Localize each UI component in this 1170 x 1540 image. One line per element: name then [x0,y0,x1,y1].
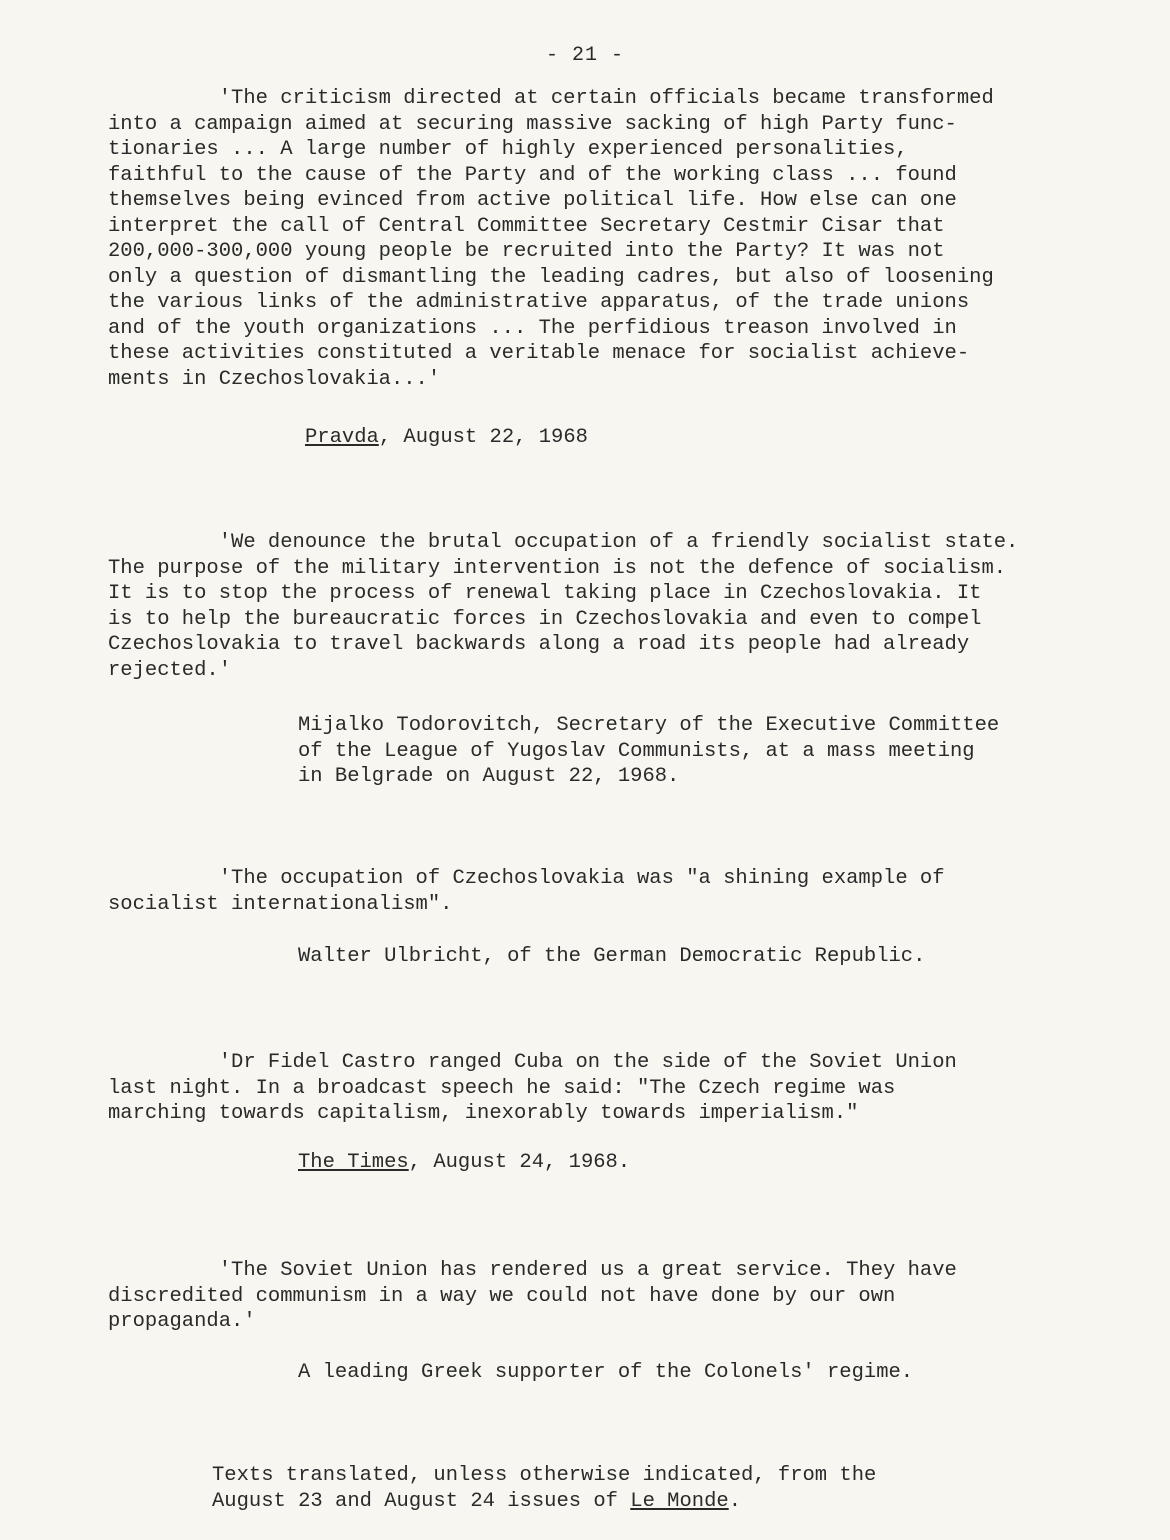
quote-pravda: 'The criticism directed at certain officials became transformed into a campaign aimed at securing massive sacking of high Party func- tionaries ... A large number of highly experienced personalities, faithful to the cause of the Party and of the working class ... found themselves being evinced from active political life. How else can one interpret the call of Central Committee Secretary Cestmir Cisar that 200,000-300,000 young people be recruited into the Party? It was not only a question of dismantling the leading cadres, but also of loosening the various links of the administrative apparatus, of the trade unions and of the youth organizations ... The perfidious treason involved in these activities constituted a veritable menace for socialist achieve- ments in Czechoslovakia...' [108,87,994,391]
translation-note-line2-prefix: August 23 and August 24 issues of [212,1489,631,1513]
translation-note-line2-suffix: . [728,1489,742,1513]
attribution-greek-supporter: A leading Greek supporter of the Colonels' regime. [298,1361,914,1384]
source-title: The Times [298,1151,409,1174]
source-title: Pravda [305,426,379,449]
translation-note-line1: Texts translated, unless otherwise indicated, from the [212,1464,877,1487]
page-number: - 21 - [545,44,624,67]
source-times [298,1150,630,1176]
quote-ulbricht: 'The occupation of Czechoslovakia was "a shining example of socialist internationalism". [108,867,945,916]
quote-greek-supporter: 'The Soviet Union has rendered us a great service. They have discredited communism in a way we could not have done by our own propaganda.' [108,1259,957,1333]
attribution-ulbricht: Walter Ulbricht, of the German Democratic Republic. [298,945,926,968]
source-date: , August 22, 1968 [378,426,588,449]
source-date: , August 24, 1968. [408,1151,631,1174]
source-pravda [305,425,588,451]
quote-todorovitch: 'We denounce the brutal occupation of a friendly socialist state. The purpose of the military intervention is not the defence of socialism. It is to stop the process of renewal taking place in Czechoslovakia. It is to help the bureaucratic forces in Czechoslovakia and even to compel Czechoslovakia to travel backwards along a road its people had already rejected.' [108,531,1019,682]
quote-castro: 'Dr Fidel Castro ranged Cuba on the side of the Soviet Union last night. In a broadcast speech he said: "The Czech regime was marching towards capitalism, inexorably towards imperialism." [108,1051,957,1125]
translation-note [212,1463,876,1514]
le-monde-title: Le Monde [630,1489,729,1513]
attribution-todorovitch: Mijalko Todorovitch, Secretary of the Executive Committee of the League of Yugoslav Communists, at a mass meeting in Belgrade on August 22, 1968. [298,714,1000,788]
